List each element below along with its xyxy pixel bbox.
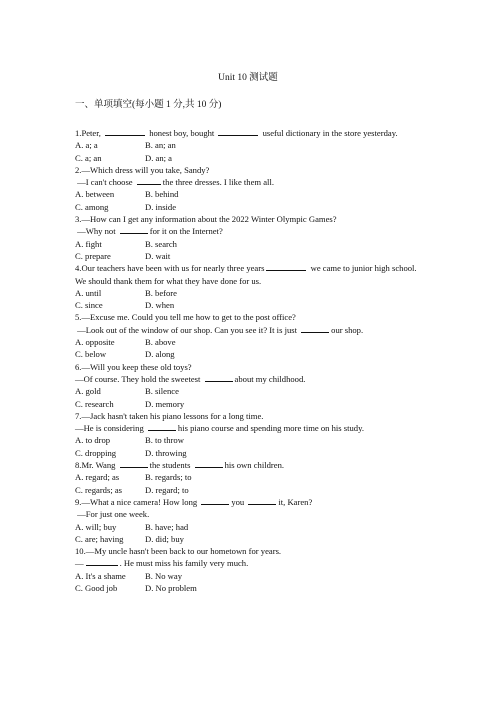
question-reply: —I can't choose the three dresses. I like them all. bbox=[75, 177, 274, 188]
option-c: C. among bbox=[75, 201, 109, 212]
question-10 bbox=[75, 545, 425, 594]
option-a: A. It's a shame bbox=[75, 570, 126, 581]
answer-blank bbox=[301, 324, 329, 333]
option-a: A. fight bbox=[75, 238, 102, 249]
question-stem: 2.—Which dress will you take, Sandy? bbox=[75, 164, 210, 175]
option-d: D. No problem bbox=[145, 582, 197, 593]
option-d: D. inside bbox=[145, 201, 177, 212]
option-d: D. did; buy bbox=[145, 533, 184, 544]
question-stem: 1.Peter, honest boy, bought useful dictionary in the store yesterday. bbox=[75, 128, 398, 138]
page-title: Unit 10 测试题 bbox=[218, 73, 278, 83]
option-c: C. prepare bbox=[75, 250, 111, 261]
question-4 bbox=[75, 262, 425, 311]
option-b: B. search bbox=[145, 238, 177, 249]
question-reply: —He is considering his piano course and spending more time on his study. bbox=[75, 423, 364, 434]
option-d: D. when bbox=[145, 300, 175, 311]
option-a: A. opposite bbox=[75, 337, 115, 348]
question-stem: 3.—How can I get any information about the 2022 Winter Olympic Games? bbox=[75, 214, 337, 225]
option-a: A. regard; as bbox=[75, 472, 120, 483]
answer-blank bbox=[205, 373, 233, 382]
answer-blank bbox=[218, 127, 258, 136]
option-a: A. until bbox=[75, 287, 102, 298]
answer-blank bbox=[248, 496, 276, 505]
question-stem: 10.—My uncle hasn't been back to our hometown for years. bbox=[75, 546, 282, 557]
question-7 bbox=[75, 410, 425, 459]
question-stem: 6.—Will you keep these old toys? bbox=[75, 361, 192, 372]
question-8 bbox=[75, 459, 425, 496]
option-a: A. will; buy bbox=[75, 521, 117, 532]
option-c: C. dropping bbox=[75, 447, 117, 458]
option-d: D. regard; to bbox=[145, 484, 189, 495]
section-heading: 一、单项填空(每小题 1 分,共 10 分) bbox=[75, 100, 222, 110]
question-9 bbox=[75, 496, 425, 545]
option-a: A. between bbox=[75, 189, 115, 200]
option-c: C. regards; as bbox=[75, 484, 123, 495]
option-d: D. memory bbox=[145, 398, 185, 409]
answer-blank bbox=[86, 557, 118, 566]
option-b: B. No way bbox=[145, 570, 182, 581]
question-reply: —For just one week. bbox=[75, 509, 150, 520]
question-6 bbox=[75, 361, 425, 410]
question-3 bbox=[75, 213, 425, 262]
answer-blank bbox=[120, 225, 148, 234]
option-b: B. an; an bbox=[145, 140, 176, 151]
question-reply: —Why not for it on the Internet? bbox=[75, 226, 223, 237]
option-c: C. a; an bbox=[75, 152, 102, 163]
question-reply: —Of course. They hold the sweetest about my childhood. bbox=[75, 373, 306, 384]
question-reply: — . He must miss his family very much. bbox=[75, 558, 249, 569]
option-a: A. to drop bbox=[75, 435, 111, 446]
answer-blank bbox=[105, 127, 145, 136]
option-b: B. regards; to bbox=[145, 472, 192, 483]
option-a: A. gold bbox=[75, 386, 101, 397]
question-list bbox=[75, 127, 425, 594]
option-c: C. since bbox=[75, 300, 103, 311]
question-2 bbox=[75, 164, 425, 213]
question-stem: 9.—What a nice camera! How long you it, Karen? bbox=[75, 496, 313, 507]
option-b: B. behind bbox=[145, 189, 179, 200]
option-b: B. silence bbox=[145, 386, 179, 397]
option-b: B. before bbox=[145, 287, 177, 298]
option-c: C. Good job bbox=[75, 582, 118, 593]
option-d: D. throwing bbox=[145, 447, 187, 458]
question-stem: 7.—Jack hasn't taken his piano lessons for a long time. bbox=[75, 410, 264, 421]
option-c: C. below bbox=[75, 349, 107, 360]
option-c: C. research bbox=[75, 398, 114, 409]
question-reply: —Look out of the window of our shop. Can you see it? It is just our shop. bbox=[75, 324, 364, 335]
option-c: C. are; having bbox=[75, 533, 124, 544]
answer-blank bbox=[266, 262, 306, 271]
answer-blank bbox=[120, 459, 148, 468]
option-d: D. an; a bbox=[145, 152, 172, 163]
answer-blank bbox=[137, 176, 161, 185]
option-a: A. a; a bbox=[75, 140, 98, 151]
answer-blank bbox=[195, 459, 223, 468]
question-stem: 8.Mr. Wang the students his own children. bbox=[75, 460, 285, 471]
option-b: B. to throw bbox=[145, 435, 184, 446]
question-stem: 4.Our teachers have been with us for nearly three years we came to junior high school. We should thank them for what they have done for us. bbox=[75, 263, 417, 286]
answer-blank bbox=[148, 422, 176, 431]
option-d: D. wait bbox=[145, 250, 171, 261]
option-d: D. along bbox=[145, 349, 175, 360]
option-b: B. have; had bbox=[145, 521, 189, 532]
question-1 bbox=[75, 127, 425, 164]
question-stem: 5.—Excuse me. Could you tell me how to get to the post office? bbox=[75, 312, 296, 323]
answer-blank bbox=[201, 496, 229, 505]
question-5 bbox=[75, 311, 425, 360]
option-b: B. above bbox=[145, 337, 176, 348]
